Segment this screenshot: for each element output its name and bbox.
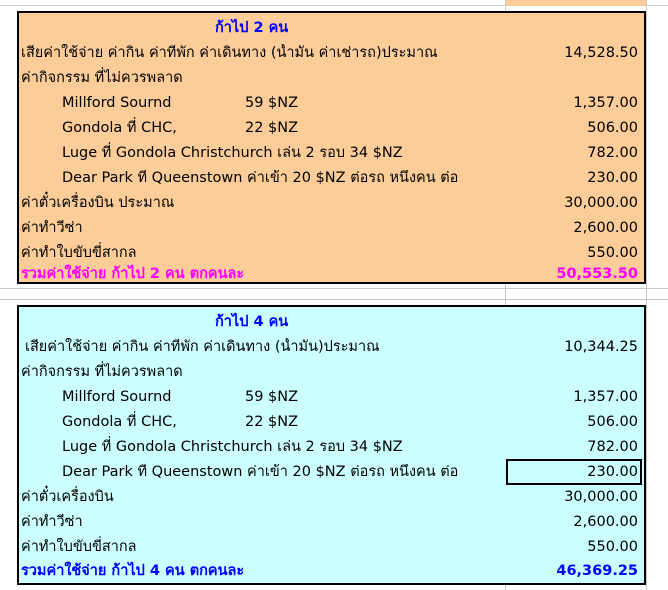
row-label: Gondola ที่ CHC, <box>62 120 177 136</box>
table-row[interactable] <box>19 360 644 385</box>
table-row[interactable] <box>19 141 644 166</box>
cost-table-2-people <box>17 11 646 284</box>
table-row[interactable] <box>19 485 644 510</box>
row-label: ค่าทำใบขับขี่สากล <box>21 245 137 261</box>
table-row[interactable] <box>19 116 644 141</box>
table-row[interactable] <box>19 216 644 241</box>
table-row[interactable] <box>19 410 644 435</box>
row-amount: 230.00 <box>587 464 638 480</box>
row-amount: 782.00 <box>587 145 638 161</box>
table-title-row[interactable] <box>19 310 644 335</box>
table-row[interactable] <box>19 335 644 360</box>
row-label: เสียค่าใช้จ่าย ค่ากิน ค่าที่พัก ค่าเดินทาง (น้ำมัน)ประมาณ <box>25 339 380 355</box>
table-title: ก้าไป 2 คน <box>215 20 289 36</box>
table-row[interactable] <box>19 510 644 535</box>
table-row[interactable] <box>19 385 644 410</box>
row-amount: 2,600.00 <box>573 220 638 236</box>
row-amount: 30,000.00 <box>564 489 638 505</box>
row-note: 59 $NZ <box>245 389 299 405</box>
row-amount: 1,357.00 <box>573 95 638 111</box>
row-amount: 506.00 <box>587 120 638 136</box>
row-label: Luge ที่ Gondola Christchurch เล่น 2 รอบ 34 $NZ <box>62 439 403 455</box>
table-row[interactable] <box>19 535 644 560</box>
cost-table-4-people <box>17 305 646 585</box>
row-note: 59 $NZ <box>245 95 299 111</box>
row-label: Gondola ที่ CHC, <box>62 414 177 430</box>
row-label: ค่าทำใบขับขี่สากล <box>21 539 137 555</box>
row-amount: 550.00 <box>587 245 638 261</box>
row-label: ค่ากิจกรรม ที่ไม่ควรพลาด <box>21 70 183 86</box>
table-row[interactable] <box>19 191 644 216</box>
table-row[interactable] <box>19 66 644 91</box>
row-note: 22 $NZ <box>245 120 299 136</box>
row-note: 22 $NZ <box>245 414 299 430</box>
table-title-row[interactable] <box>19 16 644 41</box>
row-amount: 14,528.50 <box>564 45 638 61</box>
row-label: Dear Park ที่ Queenstown ค่าเข้า 20 $NZ ต่อรถ หนึ่งคน ต่อ <box>62 170 459 186</box>
row-label: ค่าตั๋วเครื่องบิน <box>21 489 114 505</box>
row-amount: 1,357.00 <box>573 389 638 405</box>
row-amount: 30,000.00 <box>564 195 638 211</box>
table-row[interactable] <box>19 41 644 66</box>
table-row[interactable] <box>19 91 644 116</box>
row-amount: 550.00 <box>587 539 638 555</box>
row-amount: 782.00 <box>587 439 638 455</box>
table-row[interactable] <box>19 435 644 460</box>
row-amount: 2,600.00 <box>573 514 638 530</box>
row-amount: 230.00 <box>587 170 638 186</box>
row-label: Luge ที่ Gondola Christchurch เล่น 2 รอบ 34 $NZ <box>62 145 403 161</box>
row-label: เสียค่าใช้จ่าย ค่ากิน ค่าที่พัก ค่าเดินทาง (น้ำมัน ค่าเช่ารถ)ประมาณ <box>21 45 438 61</box>
row-label: Millford Sournd <box>62 389 172 405</box>
row-amount: 10,344.25 <box>564 339 638 355</box>
row-label: ค่าทำวีซ่า <box>21 514 83 530</box>
total-amount: 46,369.25 <box>556 563 638 579</box>
row-label: Dear Park ที่ Queenstown ค่าเข้า 20 $NZ ต่อรถ หนึ่งคน ต่อ <box>62 464 459 480</box>
table-row[interactable] <box>19 166 644 191</box>
total-row[interactable] <box>19 262 644 287</box>
row-label: ค่าตั๋วเครื่องบิน ประมาณ <box>21 195 175 211</box>
row-label: ค่าทำวีซ่า <box>21 220 83 236</box>
total-amount: 50,553.50 <box>556 266 638 282</box>
table-title: ก้าไป 4 คน <box>215 314 289 330</box>
row-amount: 506.00 <box>587 414 638 430</box>
total-row[interactable] <box>19 559 644 584</box>
selected-cell[interactable] <box>506 459 642 485</box>
total-label: รวมค่าใช้จ่าย ก้าไป 4 คน ตกคนละ <box>21 563 245 579</box>
row-label: ค่ากิจกรรม ที่ไม่ควรพลาด <box>21 364 183 380</box>
cell-above-amount[interactable] <box>505 0 646 6</box>
total-label: รวมค่าใช้จ่าย ก้าไป 2 คน ตกคนละ <box>21 266 245 282</box>
row-label: Millford Sournd <box>62 95 172 111</box>
